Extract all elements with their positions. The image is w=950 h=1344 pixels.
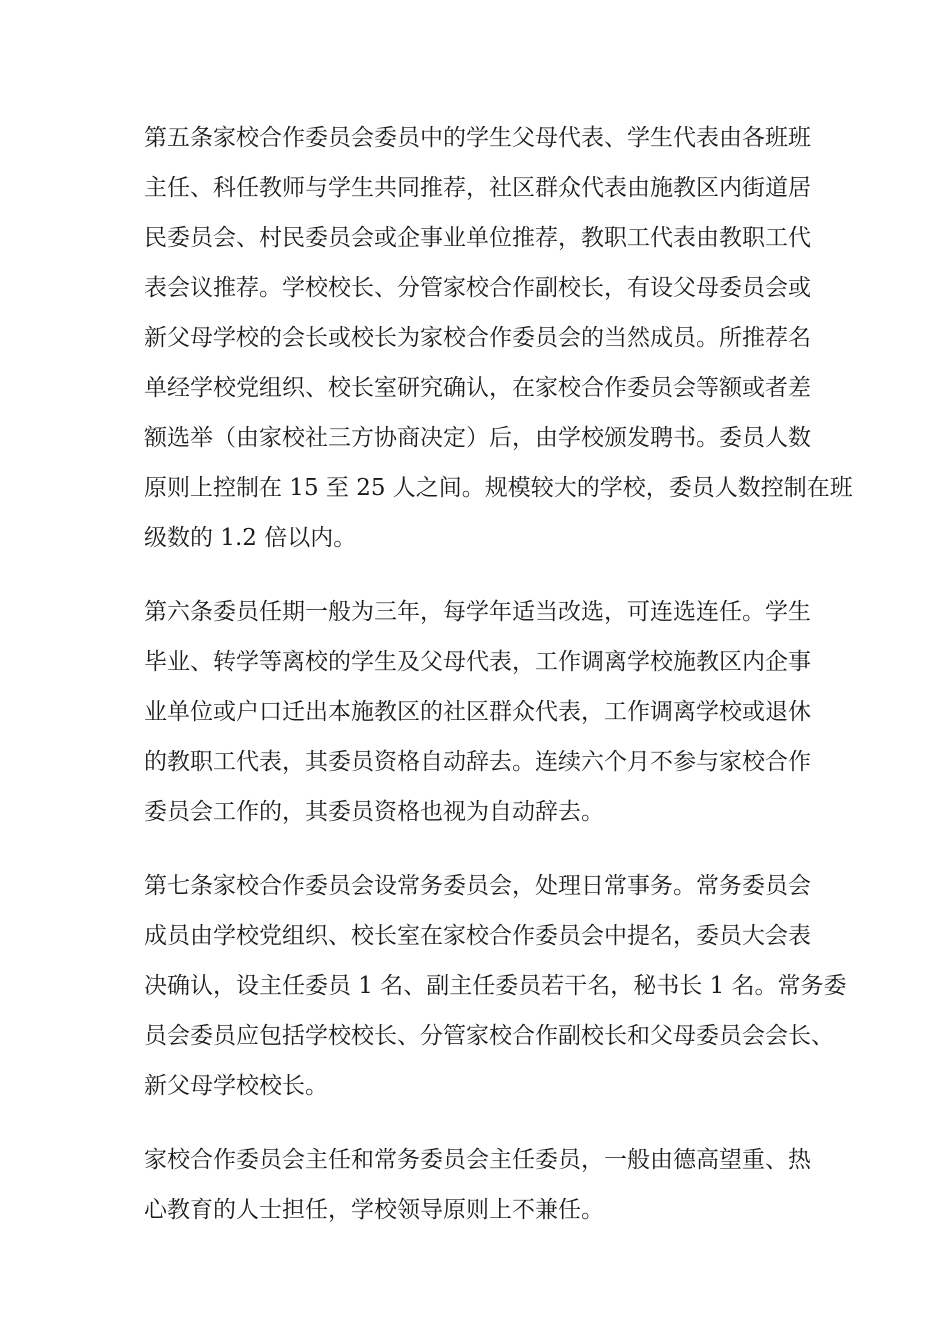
text-line: 成员由学校党组织、校长室在家校合作委员会中提名，委员大会表 (144, 923, 811, 949)
text-line: 单经学校党组织、校长室研究确认，在家校合作委员会等额或者差 (144, 375, 811, 401)
text-line: 委员会工作的，其委员资格也视为自动辞去。 (144, 799, 604, 825)
paragraph-article-5 (144, 113, 853, 563)
text-line: 家校合作委员会主任和常务委员会主任委员，一般由德高望重、热 (144, 1147, 811, 1173)
text-line: 第五条家校合作委员会委员中的学生父母代表、学生代表由各班班 (144, 125, 811, 151)
document-body (144, 113, 853, 1259)
text-line: 心教育的人士担任，学校领导原则上不兼任。 (144, 1197, 604, 1223)
paragraph-article-6 (144, 587, 834, 837)
text-line: 原则上控制在 15 至 25 人之间。规模较大的学校，委员人数控制在班 (144, 475, 853, 501)
text-line: 业单位或户口迁出本施教区的社区群众代表，工作调离学校或退休 (144, 699, 811, 725)
text-line: 新父母学校的会长或校长为家校合作委员会的当然成员。所推荐名 (144, 325, 811, 351)
text-line: 决确认，设主任委员 1 名、副主任委员若干名，秘书长 1 名。常务委 (144, 973, 847, 999)
text-line: 毕业、转学等离校的学生及父母代表，工作调离学校施教区内企事 (144, 649, 811, 675)
paragraph-committee-chair (144, 1135, 834, 1235)
paragraph-article-7 (144, 861, 847, 1111)
text-line: 主任、科任教师与学生共同推荐，社区群众代表由施教区内街道居 (144, 175, 811, 201)
text-line: 民委员会、村民委员会或企事业单位推荐，教职工代表由教职工代 (144, 225, 811, 251)
text-line: 表会议推荐。学校校长、分管家校合作副校长，有设父母委员会或 (144, 275, 811, 301)
text-line: 第七条家校合作委员会设常务委员会，处理日常事务。常务委员会 (144, 873, 811, 899)
text-line: 第六条委员任期一般为三年，每学年适当改选，可连选连任。学生 (144, 599, 811, 625)
text-line: 员会委员应包括学校校长、分管家校合作副校长和父母委员会会长、 (144, 1023, 834, 1049)
text-line: 额选举（由家校社三方协商决定）后，由学校颁发聘书。委员人数 (144, 425, 811, 451)
text-line: 的教职工代表，其委员资格自动辞去。连续六个月不参与家校合作 (144, 749, 811, 775)
text-line: 新父母学校校长。 (144, 1073, 328, 1099)
text-line: 级数的 1.2 倍以内。 (144, 525, 357, 551)
